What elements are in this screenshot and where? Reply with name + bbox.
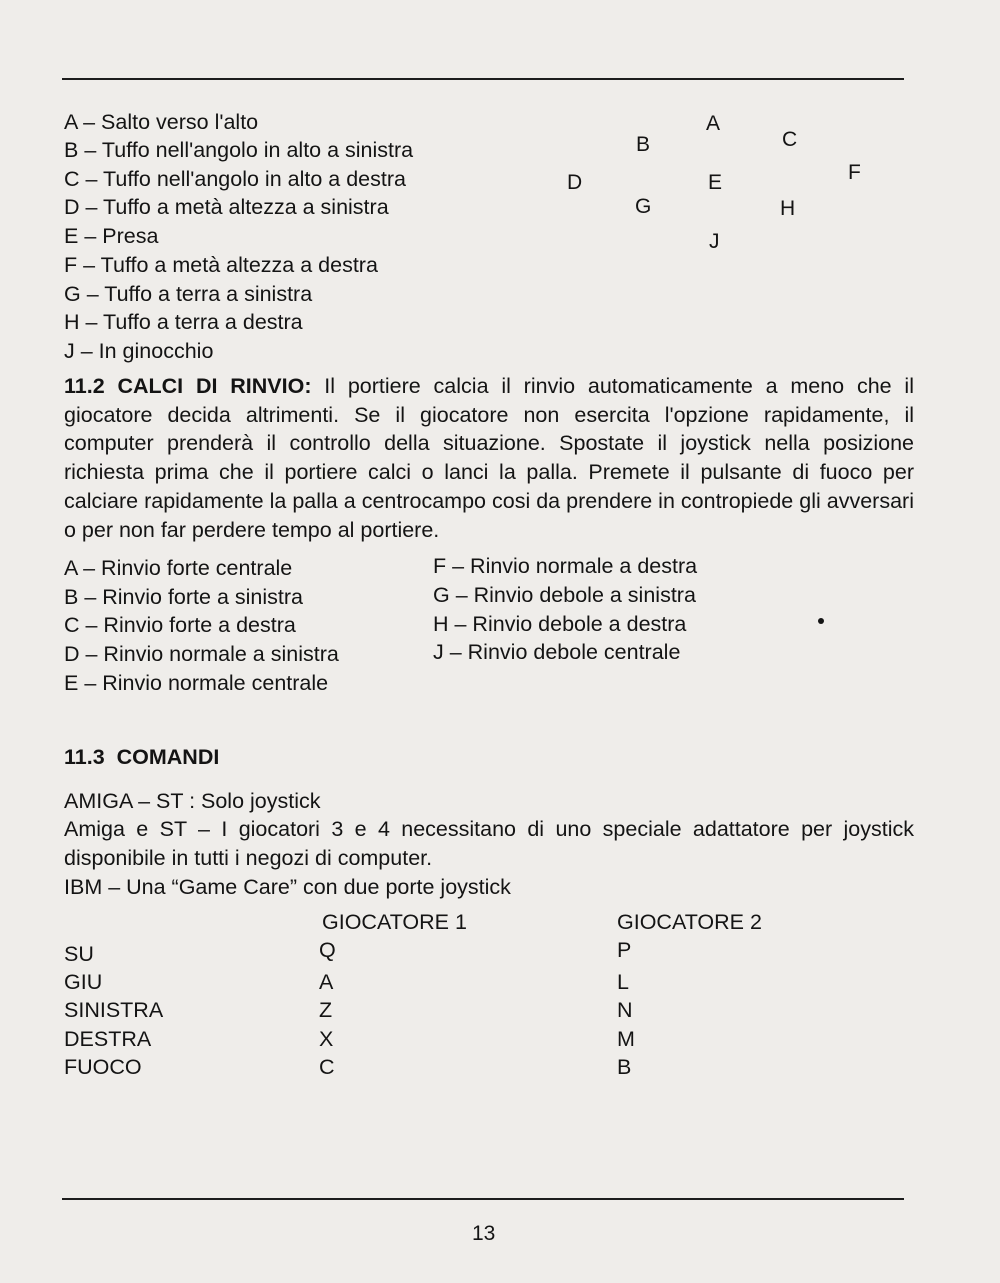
table-cell: C bbox=[319, 1055, 335, 1079]
table-cell: Z bbox=[319, 998, 333, 1022]
list-item: B – Tuffo nell'angolo in alto a sinistra bbox=[64, 138, 414, 162]
diagram-letter: D bbox=[567, 171, 583, 194]
table-cell: L bbox=[617, 970, 629, 994]
table-cell: B bbox=[617, 1055, 632, 1079]
list-item: C – Rinvio forte a destra bbox=[64, 613, 296, 637]
table-cell: P bbox=[617, 938, 632, 962]
list-item: G – Rinvio debole a sinistra bbox=[433, 583, 696, 607]
diagram-letter: A bbox=[706, 112, 721, 135]
table-header: GIOCATORE 1 bbox=[322, 910, 467, 934]
diagram-letter: E bbox=[708, 171, 723, 194]
diagram-letter: G bbox=[635, 195, 652, 218]
list-item: F – Tuffo a metà altezza a destra bbox=[64, 253, 378, 277]
list-item: A – Rinvio forte centrale bbox=[64, 556, 293, 580]
section-11-2 bbox=[64, 372, 914, 544]
bottom-rule bbox=[62, 1198, 904, 1200]
table-cell: GIU bbox=[64, 970, 103, 994]
list-item: J – In ginocchio bbox=[64, 339, 214, 363]
list-item: C – Tuffo nell'angolo in alto a destra bbox=[64, 167, 406, 191]
list-item: F – Rinvio normale a destra bbox=[433, 554, 698, 578]
table-cell: DESTRA bbox=[64, 1027, 152, 1051]
table-cell: SU bbox=[64, 942, 94, 966]
top-rule bbox=[62, 78, 904, 80]
list-item: J – Rinvio debole centrale bbox=[433, 640, 681, 664]
list-item: E – Rinvio normale centrale bbox=[64, 671, 329, 695]
table-cell: X bbox=[319, 1027, 334, 1051]
list-item: D – Rinvio normale a sinistra bbox=[64, 642, 339, 666]
section-text: Amiga e ST – I giocatori 3 e 4 necessitano di uno speciale adattatore per joystick disponibile in tutti i negozi di computer. bbox=[64, 817, 914, 870]
diagram-letter: F bbox=[848, 161, 861, 184]
table-header: GIOCATORE 2 bbox=[617, 910, 762, 934]
table-cell: Q bbox=[319, 938, 336, 962]
section-text: IBM – Una “Game Care” con due porte joystick bbox=[64, 875, 511, 899]
table-cell: M bbox=[617, 1027, 635, 1051]
page-number: 13 bbox=[472, 1222, 496, 1245]
table-cell: SINISTRA bbox=[64, 998, 164, 1022]
table-cell: N bbox=[617, 998, 633, 1022]
list-item: E – Presa bbox=[64, 224, 159, 248]
list-item: D – Tuffo a metà altezza a sinistra bbox=[64, 195, 389, 219]
section-text: Il portiere calcia il rinvio automaticamente a meno che il giocatore decida altrimenti. Se il giocatore non esercita l'opzione rapidamente, il computer prenderà il controllo della situazione. Spostate il joystick nella posizione richiesta prima che il portiere calci o lanci la palla. Premete il pulsante di fuoco per calciare rapidamente la palla a centrocampo cosi da prendere in contropiede gli avversari o per non far perdere tempo al portiere. bbox=[64, 374, 914, 542]
section-text: AMIGA – ST : Solo joystick bbox=[64, 789, 321, 813]
table-cell: A bbox=[319, 970, 334, 994]
diagram-letter: C bbox=[782, 128, 798, 151]
list-item: B – Rinvio forte a sinistra bbox=[64, 585, 303, 609]
diagram-letter: B bbox=[636, 133, 651, 156]
section-title: 11.2 CALCI DI RINVIO: bbox=[64, 374, 312, 398]
table-cell: FUOCO bbox=[64, 1055, 142, 1079]
list-item: A – Salto verso l'alto bbox=[64, 110, 259, 134]
diagram-letter: H bbox=[780, 197, 796, 220]
ink-dot bbox=[818, 618, 824, 624]
list-item: H – Tuffo a terra a destra bbox=[64, 310, 303, 334]
section-11-3-title: 11.3 COMANDI bbox=[64, 745, 220, 769]
diagram-letter: J bbox=[709, 230, 720, 253]
list-item: H – Rinvio debole a destra bbox=[433, 612, 687, 636]
list-item: G – Tuffo a terra a sinistra bbox=[64, 282, 313, 306]
